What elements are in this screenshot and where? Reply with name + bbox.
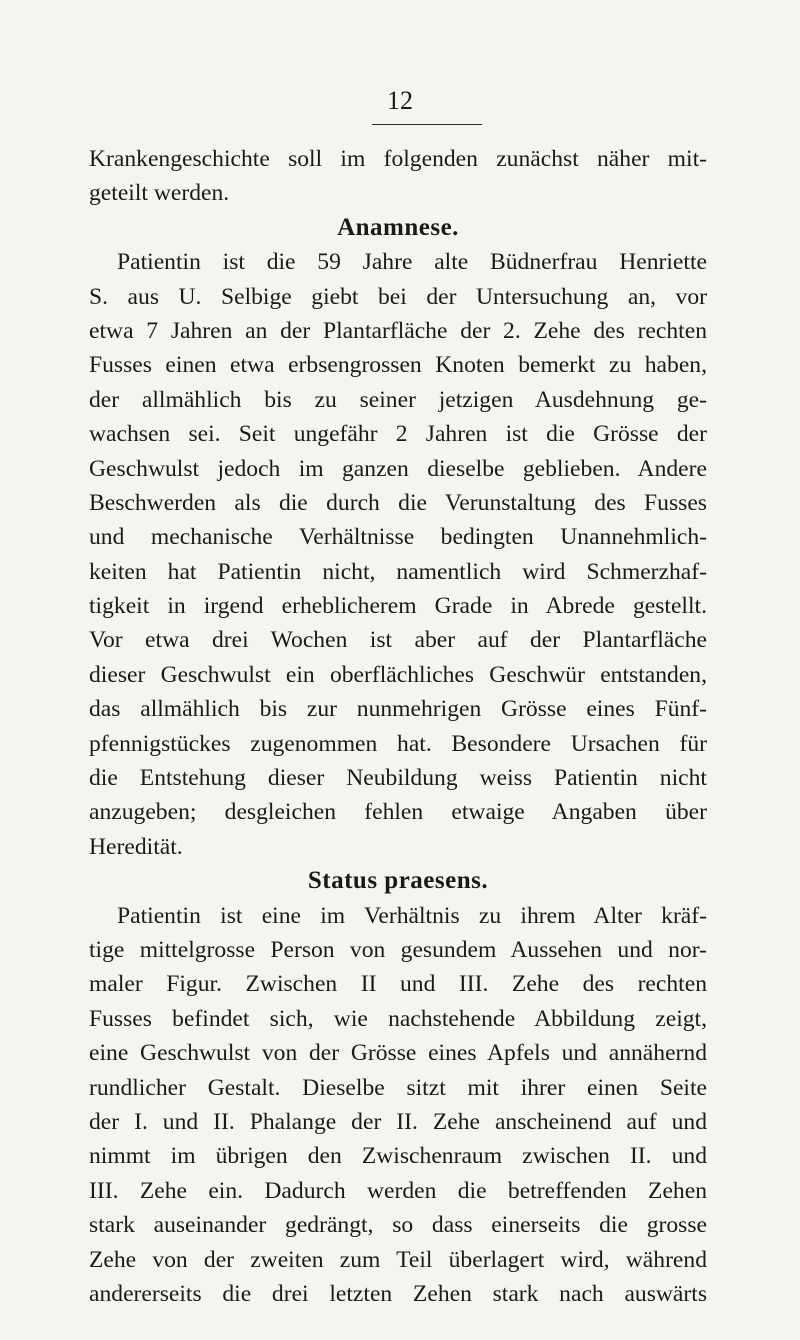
text-line: Geschwulst jedoch im ganzen dieselbe geblieben. Andere bbox=[89, 455, 707, 482]
text-line: geteilt werden. bbox=[89, 180, 230, 207]
text-line: III. Zehe ein. Dadurch werden die betreffenden Zehen bbox=[89, 1177, 707, 1204]
text-line: tigkeit in irgend erheblicherem Grade in Abrede gestellt. bbox=[89, 593, 707, 620]
text-line: pfennigstückes zugenommen hat. Besondere Ursachen für bbox=[89, 730, 707, 757]
text-line: Heredität. bbox=[89, 833, 183, 860]
text-line: maler Figur. Zwischen II und III. Zehe des rechten bbox=[89, 971, 707, 998]
body-text bbox=[89, 142, 707, 1311]
text-line: andererseits die drei letzten Zehen stark nach auswärts bbox=[89, 1280, 707, 1307]
text-line: nimmt im übrigen den Zwischenraum zwischen II. und bbox=[89, 1143, 707, 1170]
section-heading-anamnese: Anamnese. bbox=[337, 213, 459, 241]
text-line: Fusses befindet sich, wie nachstehende Abbildung zeigt, bbox=[89, 1005, 707, 1032]
text-line: wachsen sei. Seit ungefähr 2 Jahren ist die Grösse der bbox=[89, 421, 707, 448]
text-line: Beschwerden als die durch die Verunstaltung des Fusses bbox=[89, 489, 707, 516]
text-line: die Entstehung dieser Neubildung weiss Patientin nicht bbox=[89, 765, 707, 792]
text-line: stark auseinander gedrängt, so dass einerseits die grosse bbox=[89, 1212, 707, 1239]
text-line: Vor etwa drei Wochen ist aber auf der Plantarfläche bbox=[89, 627, 707, 654]
section-heading-status-praesens: Status praesens. bbox=[307, 867, 489, 895]
text-line: Zehe von der zweiten zum Teil überlagert wird, während bbox=[89, 1246, 707, 1273]
text-line: Patientin ist eine im Verhältnis zu ihrem Alter kräf- bbox=[117, 902, 707, 929]
text-line: Patientin ist die 59 Jahre alte Büdnerfrau Henriette bbox=[117, 249, 707, 276]
page-number-rule bbox=[372, 124, 482, 125]
text-line: tige mittelgrosse Person von gesundem Aussehen und nor- bbox=[89, 936, 707, 963]
text-line: der allmählich bis zu seiner jetzigen Ausdehnung ge- bbox=[89, 386, 707, 413]
text-line: Fusses einen etwa erbsengrossen Knoten bemerkt zu haben, bbox=[89, 352, 707, 379]
text-line: Krankengeschichte soll im folgenden zunächst näher mit- bbox=[89, 146, 707, 172]
text-line: keiten hat Patientin nicht, namentlich wird Schmerzhaf- bbox=[89, 558, 707, 585]
text-line: rundlicher Gestalt. Dieselbe sitzt mit ihrer einen Seite bbox=[89, 1074, 707, 1101]
text-line: und mechanische Verhältnisse bedingten Unannehmlich- bbox=[89, 524, 707, 551]
text-line: etwa 7 Jahren an der Plantarfläche der 2. Zehe des rechten bbox=[89, 317, 707, 344]
text-line: das allmählich bis zur nunmehrigen Grösse eines Fünf- bbox=[89, 696, 707, 723]
text-line: der I. und II. Phalange der II. Zehe anscheinend auf und bbox=[89, 1108, 707, 1135]
text-line: S. aus U. Selbige giebt bei der Untersuchung an, vor bbox=[89, 283, 707, 310]
text-line: eine Geschwulst von der Grösse eines Apfels und annähernd bbox=[89, 1040, 707, 1067]
text-line: anzugeben; desgleichen fehlen etwaige Angaben über bbox=[89, 799, 707, 826]
text-line: dieser Geschwulst ein oberflächliches Geschwür entstanden, bbox=[89, 661, 707, 688]
page-number: 12 bbox=[387, 86, 413, 115]
